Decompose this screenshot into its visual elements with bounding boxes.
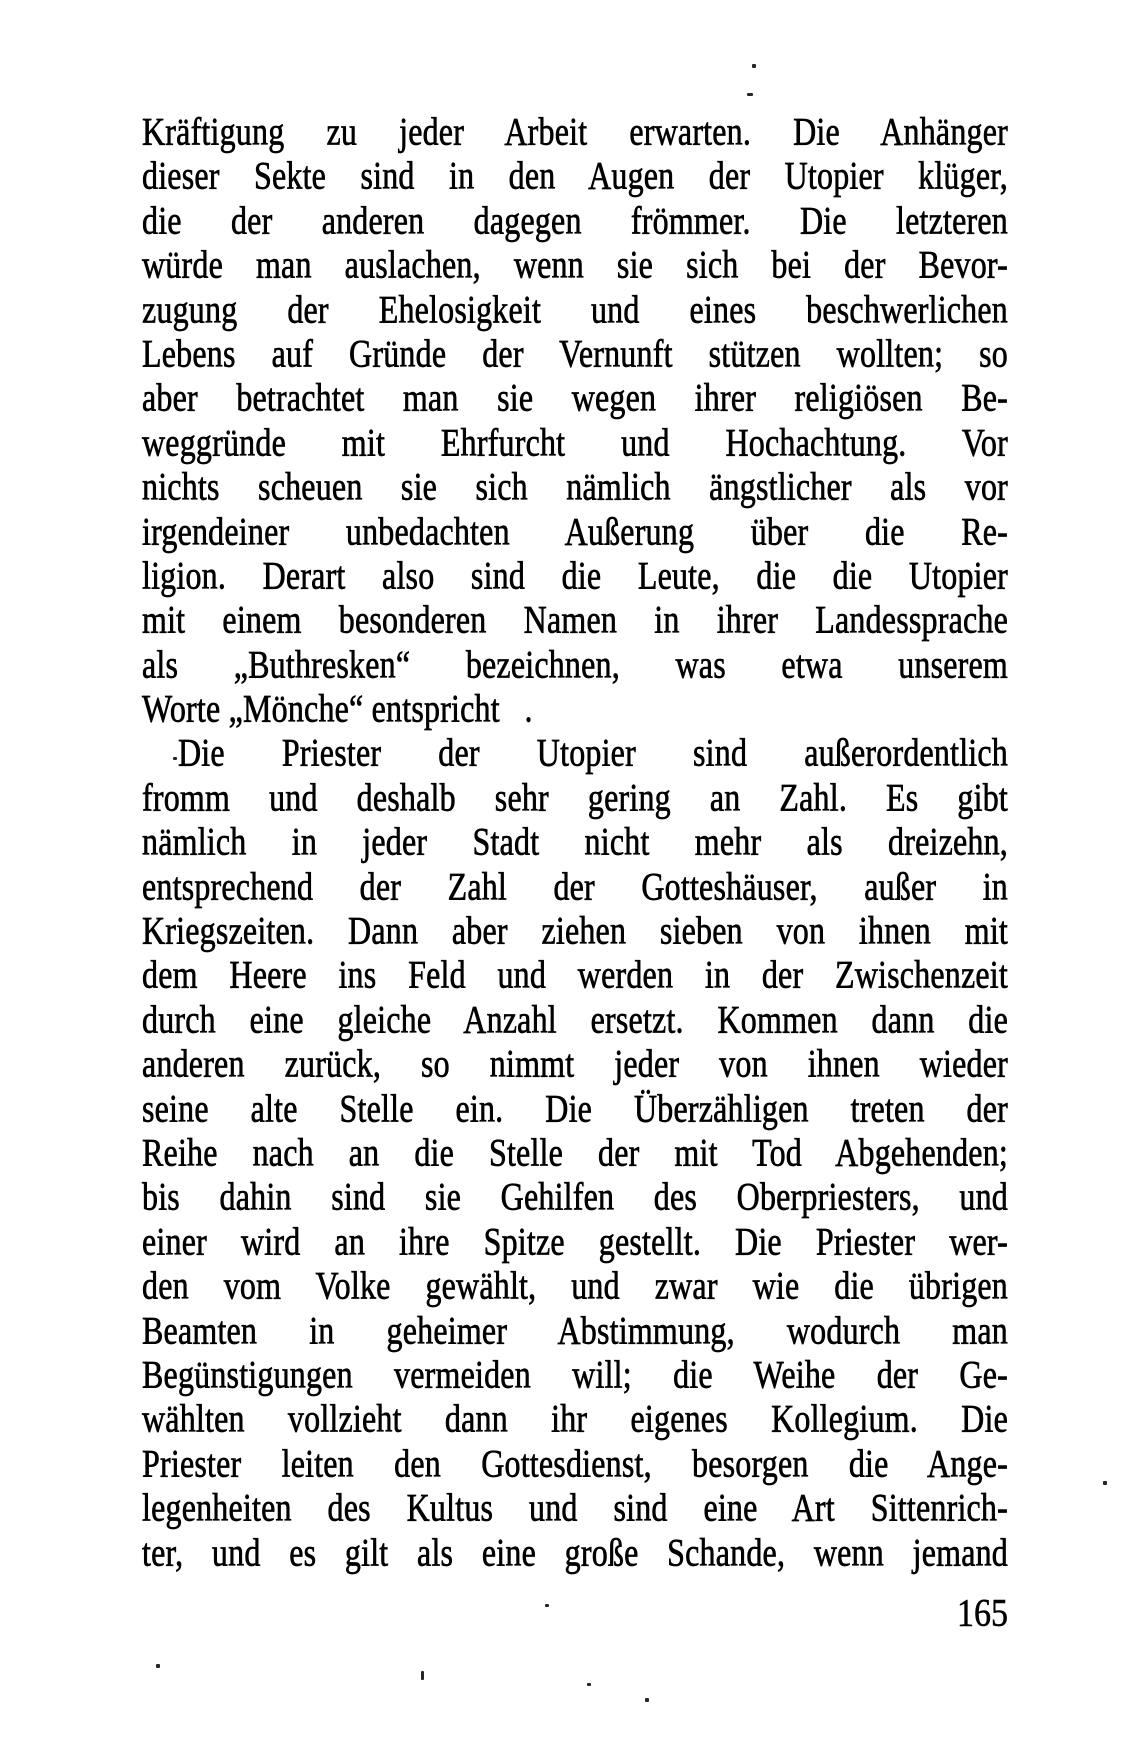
scan-speck: [1103, 1481, 1107, 1485]
text-line: Kräftigung zu jeder Arbeit erwarten. Die Anhänger: [142, 108, 1008, 153]
text-line: aber betrachtet man sie wegen ihrer religiösen Be-: [142, 375, 1008, 420]
page-number: 165: [957, 1592, 1008, 1635]
text-line: durch eine gleiche Anzahl ersetzt. Kommen dann die: [142, 996, 1008, 1041]
text-line: würde man auslachen, wenn sie sich bei der Bevor-: [142, 242, 1008, 287]
text-line: Priester leiten den Gottesdienst, besorgen die Ange-: [142, 1440, 1008, 1485]
text-line: entsprechend der Zahl der Gotteshäuser, außer in: [142, 863, 1008, 908]
paragraph-1: [142, 109, 1008, 730]
text-line: Worte „Mönche“ entspricht .: [142, 686, 533, 730]
text-line: Die Priester der Utopier sind außerordentlich: [178, 730, 1008, 775]
text-line: dem Heere ins Feld und werden in der Zwischenzeit: [142, 952, 1008, 997]
text-line: einer wird an ihre Spitze gestellt. Die Priester wer-: [142, 1218, 1008, 1263]
text-line: Kriegszeiten. Dann aber ziehen sieben von ihnen mit: [142, 908, 1008, 952]
text-line: die der anderen dagegen frömmer. Die letzteren: [142, 197, 1008, 242]
text-line: zugung der Ehelosigkeit und eines beschwerlichen: [142, 286, 1008, 331]
scan-speck: [747, 93, 753, 96]
text-line: dieser Sekte sind in den Augen der Utopier klüger,: [142, 153, 1008, 198]
text-line: ligion. Derart also sind die Leute, die die Utopier: [142, 552, 1008, 597]
text-line: seine alte Stelle ein. Die Überzähligen treten der: [142, 1085, 1008, 1130]
scan-speck: [587, 1683, 591, 1686]
text-line: fromm und deshalb sehr gering an Zahl. Es gibt: [142, 774, 1008, 819]
scan-speck: [421, 1671, 424, 1680]
text-line: nämlich in jeder Stadt nicht mehr als dreizehn,: [142, 819, 1008, 864]
text-line: mit einem besonderen Namen in ihrer Landessprache: [142, 597, 1008, 642]
text-line: als „Buthresken“ bezeichnen, was etwa unserem: [142, 641, 1008, 686]
text-line: bis dahin sind sie Gehilfen des Oberpriesters, und: [142, 1174, 1008, 1219]
paragraph-2: [142, 730, 1008, 1573]
text-line: wählten vollzieht dann ihr eigenes Kollegium. Die: [142, 1396, 1008, 1441]
text-line: Lebens auf Gründe der Vernunft stützen wollten; so: [142, 330, 1008, 375]
text-line: Begünstigungen vermeiden will; die Weihe der Ge-: [142, 1351, 1008, 1396]
text-block: [142, 109, 1008, 1574]
text-line: Reihe nach an die Stelle der mit Tod Abgehenden;: [142, 1129, 1008, 1174]
text-line: anderen zurück, so nimmt jeder von ihnen wieder: [142, 1041, 1008, 1086]
scan-speck: [645, 1698, 649, 1702]
text-line: irgendeiner unbedachten Außerung über die Re-: [142, 508, 1008, 553]
text-line: legenheiten des Kultus und sind eine Art Sittenrich-: [142, 1485, 1008, 1530]
text-line: den vom Volke gewählt, und zwar wie die übrigen: [142, 1263, 1008, 1308]
scan-speck: [752, 64, 756, 68]
text-line: Beamten in geheimer Abstimmung, wodurch man: [142, 1307, 1008, 1352]
text-line: weggründe mit Ehrfurcht und Hochachtung. Vor: [142, 419, 1008, 464]
text-line: ter, und es gilt als eine große Schande, wenn jemand: [142, 1529, 1008, 1574]
scan-speck: [156, 1664, 160, 1668]
text-line: nichts scheuen sie sich nämlich ängstlicher als vor: [142, 464, 1008, 509]
scan-speck: [173, 757, 177, 760]
scan-speck: [545, 1604, 549, 1607]
